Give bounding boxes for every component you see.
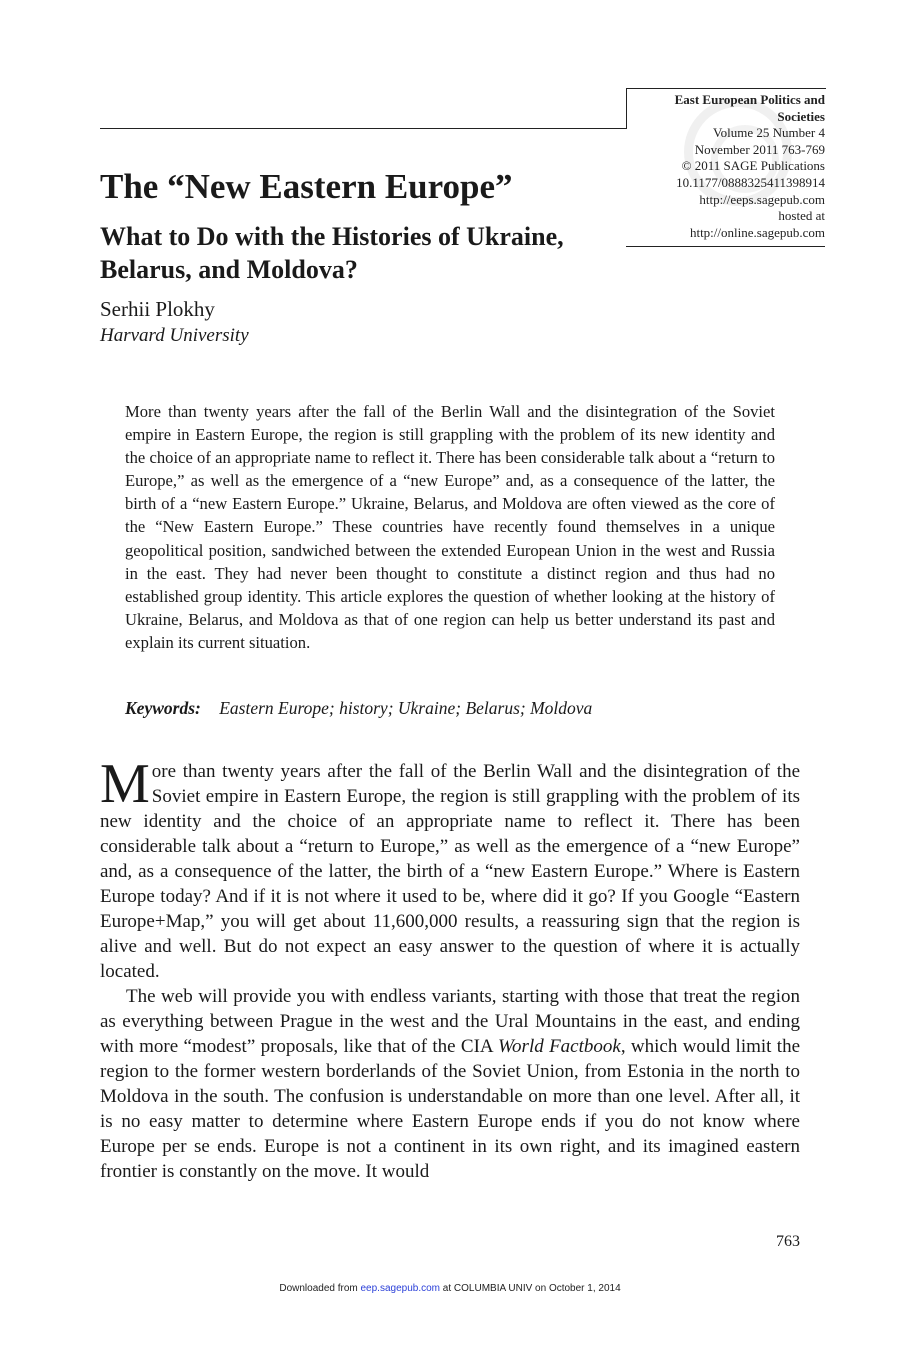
header-rule [100,128,626,129]
body-text [100,753,801,1184]
journal-info [625,92,825,241]
keywords [125,697,592,719]
journal-title: East European Politics and Societies [674,92,825,124]
drop-cap: M [100,753,150,815]
download-prefix: Downloaded from [279,1283,361,1294]
download-site-link[interactable]: eep.sagepub.com [360,1283,441,1294]
journal-date-pages: November 2011 763-769 [694,141,825,157]
body-paragraph-2-italic: World Factbook [497,1036,621,1057]
article-title: The “New Eastern Europe” [100,167,513,206]
journal-copyright: © 2011 SAGE Publications [681,158,825,174]
author-name: Serhii Plokhy [100,297,215,321]
journal-hosted-label: hosted at [778,208,825,224]
download-notice [0,1283,900,1294]
body-paragraph-1 [100,753,800,984]
download-suffix: at COLUMBIA UNIV on October 1, 2014 [440,1283,621,1294]
article-subtitle: What to Do with the Histories of Ukraine, Belarus, and Moldova? [100,222,564,284]
journal-host-url: http://online.sagepub.com [689,224,825,240]
abstract: More than twenty years after the fall of the Berlin Wall and the disintegration of the Soviet empire in Eastern Europe, the region is still grappling with the problem of its new identity and the choice of an appropriate name to reflect it. There has been considerable talk about a “return to Europe,” as well as the emergence of a “new Europe” and, as a consequence of the latter, the birth of a “new Eastern Europe.” Ukraine, Belarus, and Moldova are often viewed as the core of the “New Eastern Europe.” These countries have recently found themselves in a unique geopolitical position, sandwiched between the extended European Union in the west and Russia in the east. They had never been thought to constitute a distinct region and thus had no established group identity. This article explores the question of whether looking at the history of Ukraine, Belarus, and Moldova as that of one region can help us better understand its past and explain its current situation. [125,402,775,652]
body-paragraph-2-text-a: The web will provide you with endless variants, starting with those that treat the region as everything between Prague in the west and the Ural Mountains in the east, and ending with more “modest” proposals, like that of the CIA [100,986,800,1057]
body-paragraph-2 [100,984,800,1184]
keywords-label: Keywords: [125,698,201,718]
body-paragraph-1-text: ore than twenty years after the fall of the Berlin Wall and the disintegration of the Soviet empire in Eastern Europe, the region is still grappling with the problem of its new identity and the choice of an appropriate name to reflect it. There has been considerable talk about a “return to Europe,” as well as the emergence of a “new Europe” and, as a consequence of the latter, the birth of a “new Eastern Europe.” Where is Eastern Europe today? And if it is not where it used to be, where did it go? If you Google “Eastern Europe+Map,” you will get about 11,600,000 results, a reassuring sign that the region is alive and well. But do not expect an easy answer to the question of where it is actually located. [100,761,800,982]
body-paragraph-2-text-b: , which would limit the region to the former western borderlands of the Soviet Union, from Estonia in the north to Moldova in the south. The confusion is understandable on more than one level. After all, it is no easy matter to determine where Eastern Europe ends if you do not know where Europe per se ends. Europe is not a continent in its own right, and its imagined eastern frontier is constantly on the move. It would [100,1036,801,1182]
keywords-value: Eastern Europe; history; Ukraine; Belarus; Moldova [219,698,593,718]
journal-info-rule [626,246,825,247]
journal-url: http://eeps.sagepub.com [699,191,825,207]
journal-volume: Volume 25 Number 4 [712,125,825,141]
page-number: 763 [776,1233,800,1250]
author-affiliation: Harvard University [100,325,249,346]
journal-doi: 10.1177/0888325411398914 [676,174,825,190]
